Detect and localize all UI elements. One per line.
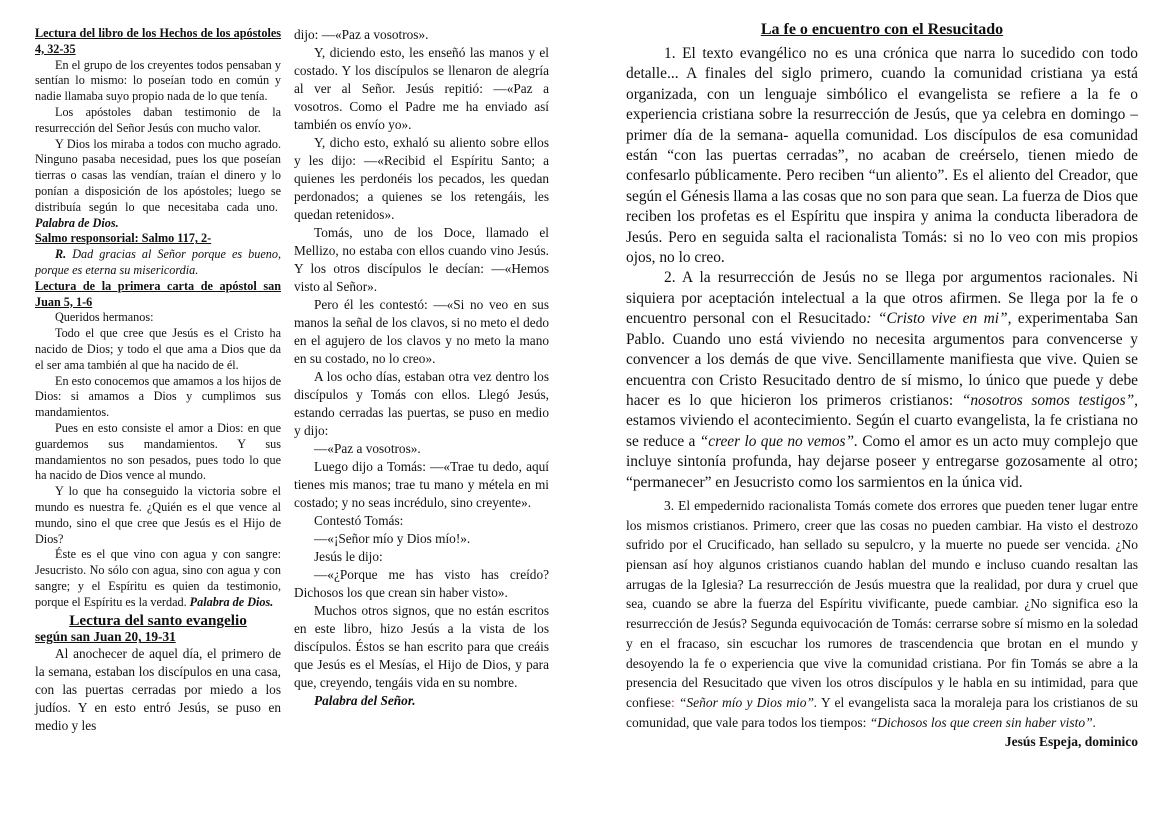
gospel-paragraph: Luego dijo a Tomás: —«Trae tu dedo, aquí tienes mis manos; trae tu mano y métela en mi costado; y no seas incrédulo, sino creyente». bbox=[294, 459, 549, 510]
gospel-paragraph: Tomás, uno de los Doce, llamado el Mellizo, no estaba con ellos cuando vino Jesús. Y los otros discípulos le decían: —«Hemos visto al Señor». bbox=[294, 225, 549, 294]
second-reading-paragraph: Todo el que cree que Jesús es el Cristo ha nacido de Dios; y todo el que ama a Dios que da el ser ama también al que ha nacido de él. bbox=[35, 326, 281, 372]
second-reading-paragraph: En esto conocemos que amamos a los hijos de Dios: si amamos a Dios y cumplimos sus mandamientos. bbox=[35, 373, 281, 420]
gospel-subtitle: según san Juan 20, 19-31 bbox=[35, 629, 176, 645]
gospel-paragraph: A los ocho días, estaban otra vez dentro los discípulos y Tomás con ellos. Llegó Jesús, estando cerradas las puertas, se puso en medio y dijo: bbox=[294, 369, 549, 438]
gospel-paragraph: Muchos otros signos, que no están escritos en este libro, hizo Jesús a la vista de los discípulos. Éstos se han escrito para que creáis que Jesús es el Mesías, el Hijo de Dios, y para que, creyendo, tengáis vida en su nombre. bbox=[294, 603, 549, 690]
first-reading-paragraph: Y Dios los miraba a todos con mucho agrado. Ninguno pasaba necesidad, pues los que poseían tierras o casas las vendían, traían el dinero y lo ponían a disposición de los apóstoles; luego se distribuía según lo que necesitaba cada uno. Palabra de Dios. bbox=[35, 136, 281, 230]
gospel-paragraph: —«Paz a vosotros». bbox=[314, 441, 421, 456]
gospel-paragraph: —«¿Porque me has visto has creído? Dichosos los que crean sin haber visto». bbox=[294, 567, 549, 600]
readings-column bbox=[35, 26, 281, 735]
gospel-paragraph: Y, diciendo esto, les enseñó las manos y el costado. Y los discípulos se llenaron de alegría al ver al Señor. Jesús repitió: —«Paz a vosotros. Como el Padre me ha enviado así también os envío yo». bbox=[294, 45, 549, 132]
reading-closing: Palabra de Dios. bbox=[189, 594, 274, 609]
gospel-paragraph: —«¡Señor mío y Dios mío!». bbox=[314, 531, 471, 546]
gospel-paragraph: dijo: —«Paz a vosotros». bbox=[294, 27, 429, 42]
gospel-title: Lectura del santo evangelio bbox=[69, 612, 247, 630]
first-reading-title: Lectura del libro de los Hechos de los apóstoles 4, 32-35 bbox=[35, 26, 281, 56]
gospel-paragraph: Y, dicho esto, exhaló su aliento sobre ellos y les dijo: —«Recibid el Espíritu Santo; a quienes les perdonéis los pecados, les quedan perdonados; a quienes se los retengáis, les quedan retenidos». bbox=[294, 135, 549, 222]
psalm-response: R. Dad gracias al Señor porque es bueno, porque es eterna su misericordia. bbox=[35, 247, 281, 277]
second-reading-paragraph: Queridos hermanos: bbox=[55, 310, 154, 325]
author-signature: Jesús Espeja, dominico bbox=[1004, 734, 1138, 750]
commentary-title: La fe o encuentro con el Resucitado bbox=[760, 21, 1004, 38]
psalm-title: Salmo responsorial: Salmo 117, 2- bbox=[35, 231, 212, 246]
second-reading-title: Lectura de la primera carta de apóstol san Juan 5, 1-6 bbox=[35, 278, 281, 309]
gospel-closing: Palabra del Señor. bbox=[314, 693, 416, 708]
gospel-paragraph: Al anochecer de aquel día, el primero de la semana, estaban los discípulos en una casa, con las puertas cerradas por miedo a los judíos. Y en esto entró Jesús, se puso en medio y les bbox=[35, 646, 281, 734]
first-reading-paragraph: En el grupo de los creyentes todos pensaban y sentían lo mismo: lo poseían todo en común y nadie llamaba suyo propio nada de lo que tenía. bbox=[35, 57, 281, 104]
reading-closing: Palabra de Dios. bbox=[35, 215, 119, 230]
commentary-paragraph-2: 2. A la resurrección de Jesús no se llega por argumentos racionales. Ni siquiera por aceptación intelectual a la que otros afirmen. Se llega por la fe o encuentro personal con el Resucitado: “Cristo vive en mi”, experimentaba San Pablo. Cuando uno está viviendo no necesita argumentos para convencerse y convencer a los demás de que vive. Sencillamente manifiesta que vive. Quien se encuentra con Cristo Resucitado dentro de sí mismo, lo único que puede y debe hacer es lo que hicieron los primeros cristianos: “nosotros somos testigos”, estamos viviendo el acontecimiento. Según el cuarto evangelista, la fe cristiana no se reduce a “creer lo que no vemos”. Como el amor es un acto muy complejo que incluye sintonía profunda, hay dejarse poseer y entregarse gozosamente al otro; “permanecer” en Jesucristo como los sarmientos en la única vid. bbox=[626, 269, 1138, 491]
gospel-paragraph: Contestó Tomás: bbox=[314, 513, 404, 528]
commentary-paragraph-3: 3. El empedernido racionalista Tomás comete dos errores que pueden tener lugar entre los mismos cristianos. Primero, creer que las cosas no pueden cambiar. Ha visto el destrozo sufrido por el Crucificado, han sellado su sepulcro, y la muerte no puede ser vencida. ¿No piensan así hoy algunos cristianos cuando hablan del mundo e incluso cuando resaltan las arrugas de la Iglesia? La resurrección de Jesús muestra que la realidad, por dura y cruel que sea, cuando se abre la fuerza del Espíritu vivificante, puede cambiar. ¿No significa eso la resurrección de Jesús? Segunda equivocación de Tomás: cerrarse sobre sí mismo en la soledad y en el fracaso, sin escuchar los rumores de trascendencia que brotan en el mundo y desoyendo la fe o experiencia que vive la comunidad cristiana. Por fin Tomás se abre a la presencia del Resucitado que viven los otros discípulos y le habla en su intimidad, para que confiese: “Señor mío y Dios mio”. Y el evangelista saca la moraleja para los cristianos de su comunidad, que vale para todos los tiempos: “Dichosos los que creen sin haber visto”. Jesús Espeja, dominico bbox=[626, 496, 1138, 732]
commentary-paragraph-1: 1. El texto evangélico no es una crónica que narra lo sucedido con todo detalle... A finales del siglo primero, cuando la comunidad cristiana ya está organizada, con un lenguaje simbólico el evangelista se refiere a la fe o experiencia cristiana sobre la resurrección de Jesús, que ya celebra en domingo –primer día de la semana- aquella comunidad. Los discípulos de esa comunidad están “con las puertas cerradas”, no acaban de creérselo, tienen miedo de confesarlo públicamente. Pero reciben “un aliento”. Es el aliento del Creador, que según el Génesis llama a las cosas que no son para que sean. La fuerza de Dios que reciben los profetas es el Espíritu que inspira y anima la conducta liberadora de Jesús. Pero en seguida salta el racionalista Tomás: si no lo veo con mis propios ojos, no lo creo. bbox=[626, 45, 1138, 267]
gospel-paragraph: Jesús le dijo: bbox=[314, 549, 383, 564]
second-reading-paragraph: Éste es el que vino con agua y con sangre: Jesucristo. No sólo con agua, sino con agua y con sangre; y el Espíritu es quien da testimonio, porque el Espíritu es la verdad. Palabra de Dios. bbox=[35, 547, 281, 609]
second-reading-paragraph: Y lo que ha conseguido la victoria sobre el mundo es nuestra fe. ¿Quién es el que vence al mundo, sino el que cree que Jesús es el Hijo de Dios? bbox=[35, 484, 281, 546]
gospel-paragraph: Pero él les contestó: —«Si no veo en sus manos la señal de los clavos, si no meto el dedo en el agujero de los clavos y no meto la mano en su costado, no lo creo». bbox=[294, 297, 549, 366]
second-reading-paragraph: Pues en esto consiste el amor a Dios: en que guardemos sus mandamientos. Y sus mandamientos no son pesados, pues todo lo que ha nacido de Dios vence al mundo. bbox=[35, 420, 281, 483]
first-reading-paragraph: Los apóstoles daban testimonio de la resurrección del Señor Jesús con mucho valor. bbox=[35, 104, 281, 135]
gospel-column bbox=[294, 26, 549, 710]
commentary-column bbox=[626, 21, 1138, 752]
